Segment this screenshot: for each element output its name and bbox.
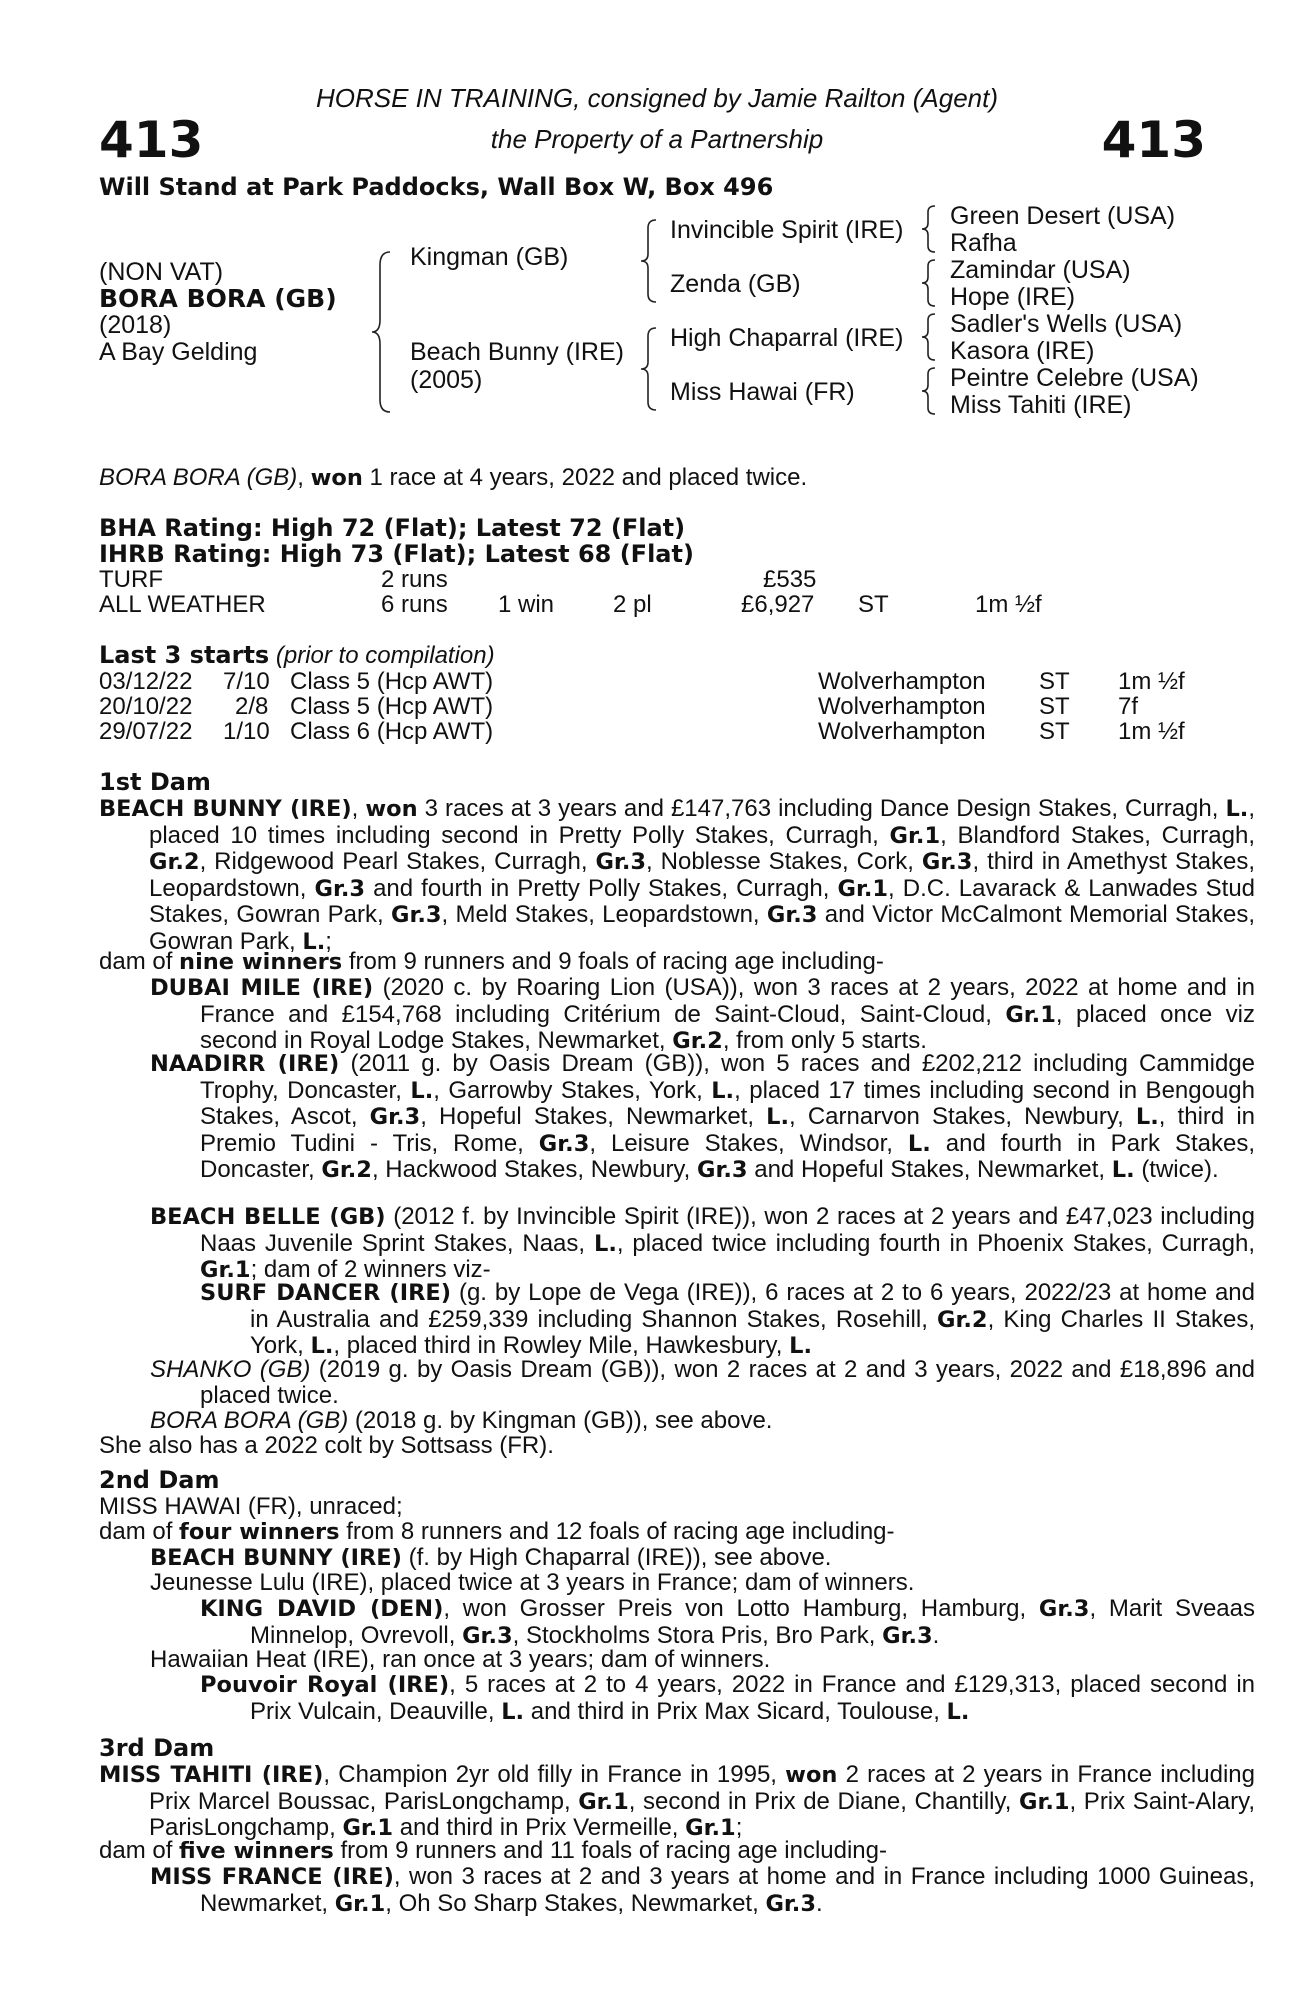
third-dam-heading: 3rd Dam <box>99 1734 215 1762</box>
pedigree-sire: Kingman (GB) <box>410 243 569 271</box>
second-dam-name: MISS HAWAI (FR), unraced; <box>99 1493 403 1520</box>
ihrb-rating: IHRB Rating: High 73 (Flat); Latest 68 (Flat) <box>99 540 694 568</box>
pedigree-brace-main <box>368 250 398 415</box>
last-start-row: 20/10/22 2/8 Class 5 (Hcp AWT) Wolverhampton ST 7f <box>99 693 1139 720</box>
offspring-beach-belle: BEACH BELLE (GB) (2012 f. by Invincible Spirit (IRE)), won 2 races at 2 years and £47,023 including Naas Juvenile Sprint Stakes, Naas, L., placed twice including fourth in Phoenix Stakes, Curragh, Gr.1; dam of 2 winners viz- <box>150 1203 1256 1284</box>
pedigree-brace-ss <box>917 204 941 254</box>
last-starts-heading: Last 3 starts (prior to compilation) <box>99 641 495 669</box>
race-summary: BORA BORA (GB), won 1 race at 4 years, 2022 and placed twice. <box>99 464 808 491</box>
second-dam-heading: 2nd Dam <box>99 1466 220 1494</box>
offspring-naadirr: NAADIRR (IRE) (2011 g. by Oasis Dream (GB)), won 5 races and £202,212 including Cammidge Trophy, Doncaster, L., Garrowby Stakes, York, L., placed 17 times including second in Bengough Stakes, Ascot, Gr.3, Hopeful Stakes, Newmarket, L., Carnarvon Stakes, Newbury, L., third in Premio Tudini - Tris, Rome, Gr.3, Leisure Stakes, Windsor, L. and fourth in Park Stakes, Doncaster, Gr.2, Hackwood Stakes, Newbury, Gr.3 and Hopeful Stakes, Newmarket, L. (twice). <box>150 1050 1256 1184</box>
horse-year: (2018) <box>99 311 172 339</box>
third-dam-miss-france: MISS FRANCE (IRE), won 3 races at 2 and 3 years at home and in France including 1000 Guineas, Newmarket, Gr.1, Oh So Sharp Stakes, Newmarket, Gr.3. <box>150 1863 1255 1917</box>
pedigree-ssd: Rafha <box>950 229 1017 257</box>
pedigree-sss: Green Desert (USA) <box>950 202 1176 230</box>
pedigree-sdd: Hope (IRE) <box>950 283 1076 311</box>
pedigree-ds: High Chaparral (IRE) <box>670 324 904 352</box>
third-dam-record: MISS TAHITI (IRE), Champion 2yr old filly in France in 1995, won 2 races at 2 years in France including Prix Marcel Boussac, ParisLongchamp, Gr.1, second in Prix de Diane, Chantilly, Gr.1, Prix Saint-Alary, ParisLongchamp, Gr.1 and third in Prix Vermeille, Gr.1; <box>99 1761 1255 1842</box>
pedigree-dam-year: (2005) <box>410 366 483 394</box>
last-start-row: 29/07/22 1/10 Class 6 (Hcp AWT) Wolverhampton ST 1m ½f <box>99 718 1185 745</box>
pedigree-brace-ds <box>917 312 941 362</box>
pedigree-sds: Zamindar (USA) <box>950 256 1131 284</box>
offspring-surf-dancer: SURF DANCER (IRE) (g. by Lope de Vega (IRE)), 6 races at 2 to 6 years, 2022/23 at home and in Australia and £259,339 including Shannon Stakes, Rosehill, Gr.2, King Charles II Stakes, York, L., placed third in Rowley Mile, Hawkesbury, L. <box>200 1279 1255 1360</box>
pedigree-dam: Beach Bunny (IRE) <box>410 338 624 366</box>
pedigree-dss: Sadler's Wells (USA) <box>950 310 1183 338</box>
pedigree-brace-sd <box>917 258 941 308</box>
property-line: the Property of a Partnership <box>490 124 824 154</box>
first-dam-heading: 1st Dam <box>99 768 211 796</box>
pedigree-sd: Zenda (GB) <box>670 270 801 298</box>
pedigree-dd: Miss Hawai (FR) <box>670 378 855 406</box>
offspring-bora-bora: BORA BORA (GB) (2018 g. by Kingman (GB)), see above. <box>150 1407 773 1434</box>
third-dam-produce: dam of five winners from 9 runners and 11 foals of racing age including- <box>99 1837 887 1864</box>
bha-rating: BHA Rating: High 72 (Flat); Latest 72 (Flat) <box>99 514 686 542</box>
second-dam-beach-bunny: BEACH BUNNY (IRE) (f. by High Chaparral (IRE)), see above. <box>150 1544 832 1571</box>
stable-location: Will Stand at Park Paddocks, Wall Box W, Box 496 <box>99 173 774 201</box>
second-dam-king-david: KING DAVID (DEN), won Grosser Preis von Lotto Hamburg, Hamburg, Gr.3, Marit Sveaas Minnelop, Ovrevoll, Gr.3, Stockholms Stora Pris, Bro Park, Gr.3. <box>200 1595 1255 1649</box>
pedigree-ss: Invincible Spirit (IRE) <box>670 216 904 244</box>
lot-number-left: 413 <box>99 111 204 169</box>
second-dam-jeunesse-lulu: Jeunesse Lulu (IRE), placed twice at 3 years in France; dam of winners. <box>150 1569 915 1596</box>
first-dam-record: BEACH BUNNY (IRE), won 3 races at 3 years and £147,763 including Dance Design Stakes, Curragh, L., placed 10 times including second in Pretty Polly Stakes, Curragh, Gr.1, Blandford Stakes, Curragh, Gr.2, Ridgewood Pearl Stakes, Curragh, Gr.3, Noblesse Stakes, Cork, Gr.3, third in Amethyst Stakes, Leopardstown, Gr.3 and fourth in Pretty Polly Stakes, Curragh, Gr.1, D.C. Lavarack & Lanwades Stud Stakes, Gowran Park, Gr.3, Meld Stakes, Leopardstown, Gr.3 and Victor McCalmont Memorial Stakes, Gowran Park, L.; <box>99 795 1256 955</box>
consignor-line: HORSE IN TRAINING, consigned by Jamie Railton (Agent) <box>315 83 999 113</box>
second-dam-produce: dam of four winners from 8 runners and 12 foals of racing age including- <box>99 1518 895 1545</box>
first-dam-produce: dam of nine winners from 9 runners and 9 foals of racing age including- <box>99 948 884 975</box>
second-dam-hawaiian-heat: Hawaiian Heat (IRE), ran once at 3 years; dam of winners. <box>150 1646 771 1673</box>
pedigree-brace-dam <box>636 326 662 412</box>
horse-name: BORA BORA (GB) <box>99 284 337 313</box>
vat-status: (NON VAT) <box>99 258 224 286</box>
first-dam-also: She also has a 2022 colt by Sottsass (FR). <box>99 1432 554 1459</box>
lot-number-right: 413 <box>1101 111 1206 169</box>
record-row-aw: ALL WEATHER 6 runs 1 win 2 pl £6,927 ST 1m ½f <box>99 591 1042 618</box>
second-dam-pouvoir-royal: Pouvoir Royal (IRE), 5 races at 2 to 4 years, 2022 in France and £129,313, placed second in Prix Vulcain, Deauville, L. and third in Prix Max Sicard, Toulouse, L. <box>200 1671 1255 1725</box>
offspring-shanko: SHANKO (GB) (2019 g. by Oasis Dream (GB)), won 2 races at 2 and 3 years, 2022 and £18,896 and placed twice. <box>150 1356 1256 1409</box>
record-row-turf: TURF 2 runs £535 <box>99 566 817 593</box>
pedigree-dsd: Kasora (IRE) <box>950 337 1095 365</box>
pedigree-dds: Peintre Celebre (USA) <box>950 364 1199 392</box>
pedigree-ddd: Miss Tahiti (IRE) <box>950 391 1132 419</box>
horse-description: A Bay Gelding <box>99 338 258 366</box>
offspring-dubai-mile: DUBAI MILE (IRE) (2020 c. by Roaring Lion (USA)), won 3 races at 2 years, 2022 at home and in France and £154,768 including Critérium de Saint-Cloud, Saint-Cloud, Gr.1, placed once viz second in Royal Lodge Stakes, Newmarket, Gr.2, from only 5 starts. <box>150 974 1255 1055</box>
pedigree-brace-dd <box>917 366 941 416</box>
last-start-row: 03/12/22 7/10 Class 5 (Hcp AWT) Wolverhampton ST 1m ½f <box>99 668 1185 695</box>
pedigree-brace-sire <box>636 218 662 304</box>
